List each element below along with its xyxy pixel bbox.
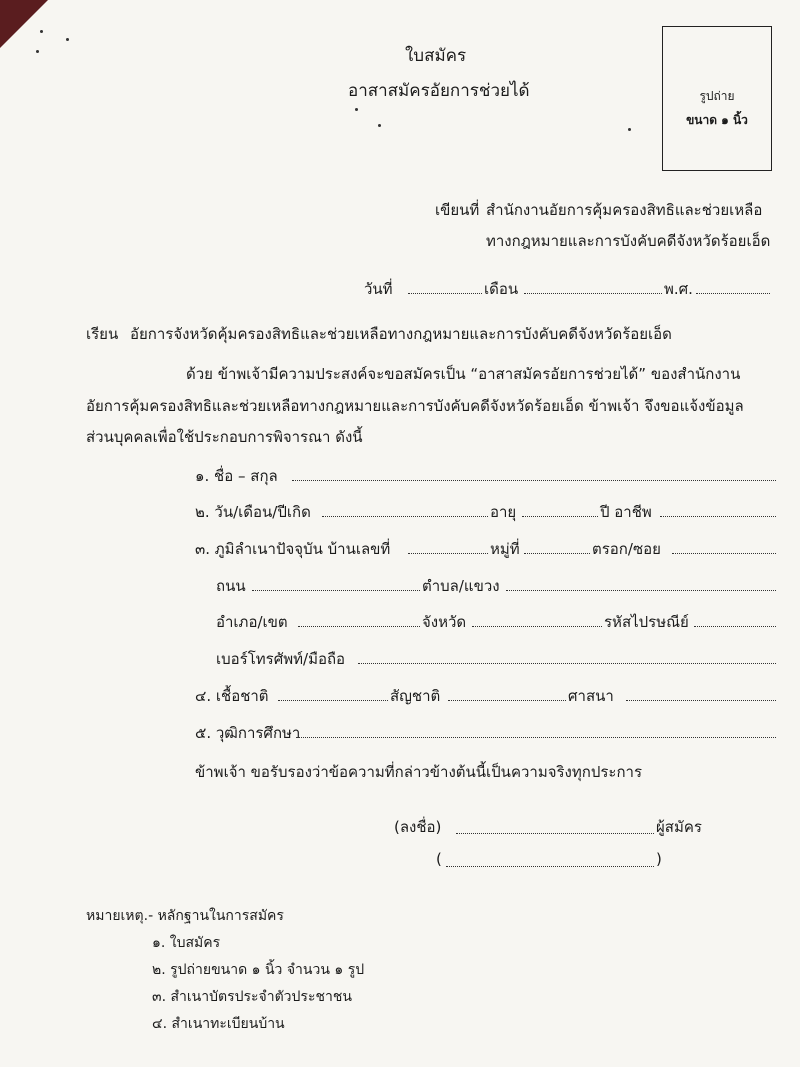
signature-field[interactable]: [456, 833, 654, 834]
postcode-field[interactable]: [694, 626, 776, 627]
subdistrict-field[interactable]: [506, 590, 776, 591]
soi-label: ตรอก/ซอย: [592, 540, 661, 558]
soi-field[interactable]: [672, 553, 776, 554]
scan-speck: [66, 38, 69, 41]
moo-field[interactable]: [524, 553, 590, 554]
date-day-field[interactable]: [408, 293, 482, 294]
date-month-field[interactable]: [524, 293, 662, 294]
body-line-3: ส่วนบุคคลเพื่อใช้ประกอบการพิจารณา ดังนี้: [86, 428, 363, 446]
house-number-field[interactable]: [408, 553, 488, 554]
education-label: ๕. วุฒิการศึกษา: [195, 724, 301, 742]
education-field[interactable]: [296, 737, 776, 738]
province-label: จังหวัด: [422, 613, 467, 631]
age-field[interactable]: [522, 516, 598, 517]
postcode-label: รหัสไปรษณีย์: [604, 613, 689, 631]
scan-speck: [36, 50, 39, 53]
body-line-2: อัยการคุ้มครองสิทธิและช่วยเหลือทางกฎหมายและการบังคับคดีจังหวัดร้อยเอ็ด ข้าพเจ้า จึงขอแจ้งข้อมูล: [86, 397, 744, 415]
occupation-field[interactable]: [660, 516, 776, 517]
address-house-label: ๓. ภูมิลำเนาปัจจุบัน บ้านเลขที่: [195, 540, 391, 558]
phone-label: เบอร์โทรศัพท์/มือถือ: [216, 650, 346, 668]
written-at-line2: ทางกฎหมายและการบังคับคดีจังหวัดร้อยเอ็ด: [486, 232, 771, 250]
applicant-label: ผู้สมัคร: [656, 818, 702, 836]
name-label: ๑. ชื่อ – สกุล: [195, 467, 278, 485]
ethnicity-label: ๔. เชื้อชาติ: [195, 687, 269, 705]
district-label: อำเภอ/เขต: [216, 613, 288, 631]
form-subtitle: อาสาสมัครอัยการช่วยได้: [348, 81, 530, 101]
scan-speck: [355, 108, 358, 111]
note-item: ๓. สำเนาบัตรประจำตัวประชาชน: [152, 989, 352, 1005]
certify-statement: ข้าพเจ้า ขอรับรองว่าข้อความที่กล่าวข้างต้นนี้เป็นความจริงทุกประการ: [195, 763, 643, 781]
form-title: ใบสมัคร: [405, 46, 467, 66]
province-field[interactable]: [472, 626, 602, 627]
date-year-field[interactable]: [696, 293, 770, 294]
age-label: อายุ: [490, 503, 517, 521]
nationality-label: สัญชาติ: [390, 687, 441, 705]
phone-field[interactable]: [358, 663, 776, 664]
scan-corner-mark: [0, 0, 48, 48]
date-year-label: พ.ศ.: [664, 280, 693, 298]
body-line-1: ด้วย ข้าพเจ้ามีความประสงค์จะขอสมัครเป็น “อาสาสมัครอัยการช่วยได้” ของสำนักงาน: [186, 365, 741, 383]
scan-speck: [628, 128, 631, 131]
note-item: ๔. สำเนาทะเบียนบ้าน: [152, 1016, 285, 1032]
birthdate-label: ๒. วัน/เดือน/ปีเกิด: [195, 503, 311, 521]
written-at-line1: สำนักงานอัยการคุ้มครองสิทธิและช่วยเหลือ: [486, 201, 763, 219]
note-title: หมายเหตุ.- หลักฐานในการสมัคร: [86, 908, 284, 924]
scan-speck: [378, 124, 381, 127]
religion-field[interactable]: [626, 700, 776, 701]
subdistrict-label: ตำบล/แขวง: [422, 577, 500, 595]
moo-label: หมู่ที่: [490, 540, 520, 558]
written-at-label: เขียนที่: [435, 201, 480, 219]
name-paren-close: ): [656, 850, 662, 868]
sign-label: (ลงชื่อ): [394, 818, 442, 836]
religion-label: ศาสนา: [568, 687, 614, 705]
photo-box: [662, 26, 772, 171]
district-field[interactable]: [298, 626, 420, 627]
date-month-label: เดือน: [484, 280, 519, 298]
road-label: ถนน: [216, 577, 246, 595]
name-paren-open: (: [436, 850, 442, 868]
salutation-label: เรียน: [86, 325, 119, 343]
photo-label: รูปถ่าย: [699, 89, 735, 103]
scan-speck: [40, 30, 43, 33]
occupation-label: ปี อาชีพ: [600, 503, 652, 521]
photo-size-label: ขนาด ๑ นิ้ว: [686, 113, 748, 127]
ethnicity-field[interactable]: [278, 700, 388, 701]
printed-name-field[interactable]: [446, 866, 654, 867]
note-item: ๒. รูปถ่ายขนาด ๑ นิ้ว จำนวน ๑ รูป: [152, 962, 365, 978]
nationality-field[interactable]: [448, 700, 566, 701]
note-item: ๑. ใบสมัคร: [152, 935, 221, 951]
date-day-label: วันที่: [364, 280, 393, 298]
birthdate-field[interactable]: [322, 516, 488, 517]
name-field[interactable]: [292, 480, 776, 481]
salutation-text: อัยการจังหวัดคุ้มครองสิทธิและช่วยเหลือทางกฎหมายและการบังคับคดีจังหวัดร้อยเอ็ด: [130, 325, 672, 343]
road-field[interactable]: [252, 590, 420, 591]
